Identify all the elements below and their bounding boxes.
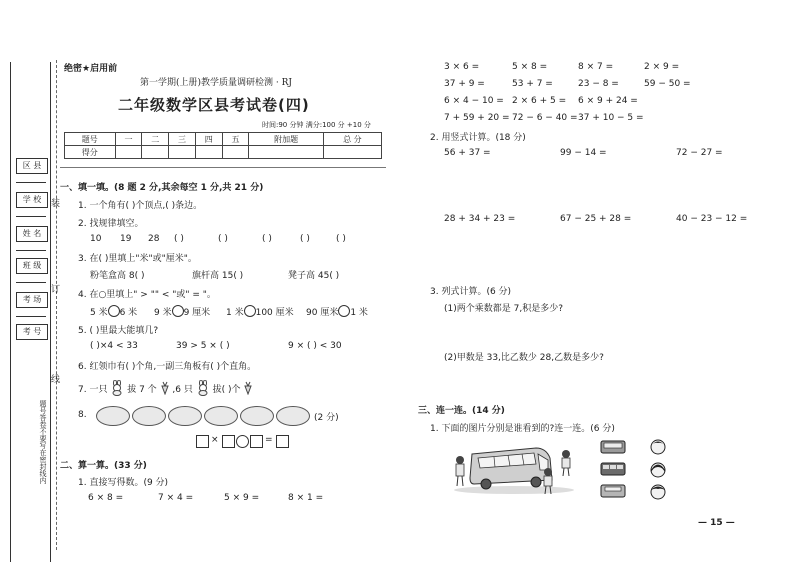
plate-icon [132,406,166,426]
seq-blank[interactable]: ( ) [262,234,272,244]
section-heading: 一、填一填。(8 题 2 分,其余每空 1 分,共 21 分) [60,183,264,193]
plate-icon [204,406,238,426]
divider [60,167,386,168]
compare-item [154,305,210,318]
score-table [64,132,382,159]
question-1: 1. 直接写得数。(9 分) [78,478,169,488]
question-3-1: (1)两个乘数都是 7,积是多少? [444,304,563,314]
margin-line [10,62,11,562]
calc-item: 2 × 9 = [644,62,680,72]
score-cell: 四 [195,133,222,146]
op-times: × [211,435,219,445]
seq-blank[interactable]: ( ) [218,234,228,244]
score-cell: 二 [142,133,169,146]
compare-left: 5 米 [90,308,108,318]
seq-item: 10 [90,234,102,244]
margin-line [50,62,51,562]
score-cell[interactable] [169,146,196,159]
q5-item: ( )×4 < 33 [90,341,138,351]
vertical-calc: 72 − 27 = [676,148,723,158]
field-class: 班 级 [16,258,48,274]
calc-item: 23 − 8 = [578,79,619,89]
question-2: 2. 找规律填空。 [78,219,144,229]
compare-item [306,305,368,318]
vertical-calc: 67 − 25 + 28 = [560,214,632,224]
compare-item [90,305,137,318]
score-cell: 三 [169,133,196,146]
question-3: 3. 在( )里填上"米"或"厘米"。 [78,254,197,264]
compare-circle[interactable] [244,305,256,317]
field-room: 考 场 [16,292,48,308]
cut-line [56,60,57,550]
rabbit-icon [196,380,210,396]
question-6: 6. 红领巾有( )个角,一副三角板有( )个直角。 [78,362,257,372]
bus-back-view-image [600,484,626,498]
compare-right: 1 米 [350,308,368,318]
answer-circle[interactable] [236,435,249,448]
calc-item: 37 + 10 − 5 = [578,113,644,123]
compare-item [226,305,294,318]
answer-box[interactable] [250,435,263,448]
section-heading: 二、算一算。(33 分) [60,461,147,471]
seq-blank[interactable]: ( ) [174,234,184,244]
compare-right: 100 厘米 [255,308,294,318]
score-value-row [65,146,382,159]
plate-icon [276,406,310,426]
secret-label: 绝密★启用前 [64,64,118,74]
answer-box[interactable] [276,435,289,448]
q5-item: 9 × ( ) < 30 [288,341,342,351]
question-2: 2. 用竖式计算。(18 分) [430,133,526,143]
calc-item: 53 + 7 = [512,79,553,89]
score-cell: 题号 [65,133,116,146]
calc-item: 6 × 8 = [88,493,124,503]
vertical-calc: 56 + 37 = [444,148,491,158]
calc-item: 5 × 8 = [512,62,548,72]
question-1: 1. 一个角有( )个顶点,( )条边。 [78,201,203,211]
field-line [16,182,46,183]
field-line [16,282,46,283]
score-cell: 得分 [65,146,116,159]
score-cell: 一 [115,133,142,146]
field-district: 区 县 [16,158,48,174]
child-head-icon [648,461,668,479]
compare-left: 1 米 [226,308,244,318]
bus-scene-image [444,440,580,496]
field-line [16,216,46,217]
calc-item: 37 + 9 = [444,79,485,89]
vertical-calc: 28 + 34 + 23 = [444,214,516,224]
margin-notice: 题号答卷不要写在密封线内 [39,400,47,484]
carrot-icon [243,381,253,395]
question-3: 3. 列式计算。(6 分) [430,287,512,297]
calc-item: 6 × 4 − 10 = [444,96,504,106]
calc-item: 8 × 1 = [288,493,324,503]
op-equals: = [265,435,273,445]
seq-item: 28 [148,234,160,244]
child-head-icon [648,438,668,456]
compare-left: 90 厘米 [306,308,339,318]
question-4: 4. 在○里填上" > "" < "或" = "。 [78,290,216,300]
field-number: 考 号 [16,324,48,340]
score-cell[interactable] [222,146,249,159]
cut-char: 线 [51,375,61,385]
q3-item: 旗杆高 15( ) [192,271,244,281]
vertical-calc: 99 − 14 = [560,148,607,158]
cut-char: 订 [51,285,61,295]
q5-item: 39 > 5 × ( ) [176,341,230,351]
score-header-row [65,133,382,146]
answer-box[interactable] [222,435,235,448]
exam-meta: 时间:90 分钟 满分:100 分 +10 分 [262,121,371,129]
field-line [16,316,46,317]
calc-item: 2 × 6 + 5 = [512,96,567,106]
score-cell: 五 [222,133,249,146]
score-cell[interactable] [115,146,142,159]
question-1: 1. 下面的图片分别是谁看到的?连一连。(6 分) [430,424,615,434]
question-3-2: (2)甲数是 33,比乙数少 28,乙数是多少? [444,353,604,363]
page-number: — 15 — [698,518,735,528]
q8-score: (2 分) [314,413,339,423]
score-cell[interactable] [249,146,323,159]
section-heading: 三、连一连。(14 分) [418,406,505,416]
seq-blank[interactable]: ( ) [336,234,346,244]
page-title: 二年级数学区县考试卷(四) [118,96,310,114]
calc-item: 7 + 59 + 20 = [444,113,510,123]
compare-circle[interactable] [338,305,350,317]
compare-right: 6 米 [119,308,138,318]
compare-right: 9 厘米 [183,308,211,318]
calc-item: 59 − 50 = [644,79,691,89]
q3-item: 凳子高 45( ) [288,271,340,281]
field-school: 学 校 [16,192,48,208]
question-8: 8. [78,410,87,420]
calc-item: 3 × 6 = [444,62,480,72]
seq-blank[interactable]: ( ) [300,234,310,244]
score-cell[interactable] [323,146,381,159]
question-5: 5. ( )里最大能填几? [78,326,159,336]
exam-subtitle: 第一学期(上册)教学质量调研检测 · RJ [140,78,292,88]
child-head-icon [648,483,668,501]
bus-side-view-image [600,462,626,476]
plate-icon [168,406,202,426]
field-name: 姓 名 [16,226,48,242]
rabbit-icon [110,380,124,396]
cut-char: 装 [51,199,61,209]
score-cell[interactable] [195,146,222,159]
calc-item: 7 × 4 = [158,493,194,503]
field-line [16,250,46,251]
answer-box[interactable] [196,435,209,448]
calc-item: 8 × 7 = [578,62,614,72]
calc-item: 72 − 6 − 40 = [512,113,578,123]
calc-item: 5 × 9 = [224,493,260,503]
q3-item: 粉笔盒高 8( ) [90,271,145,281]
compare-circle[interactable] [108,305,120,317]
vertical-calc: 40 − 23 − 12 = [676,214,748,224]
plate-icon [240,406,274,426]
compare-circle[interactable] [172,305,184,317]
score-cell: 总 分 [323,133,381,146]
question-7: 7. 一只 拔 7 个 ,6 只 拔( )个 [78,380,253,396]
compare-left: 9 米 [154,308,172,318]
carrot-icon [160,381,170,395]
calc-item: 6 × 9 + 24 = [578,96,638,106]
score-cell: 附加题 [249,133,323,146]
bus-front-view-image [600,440,626,454]
plate-icon [96,406,130,426]
score-cell[interactable] [142,146,169,159]
seq-item: 19 [120,234,132,244]
